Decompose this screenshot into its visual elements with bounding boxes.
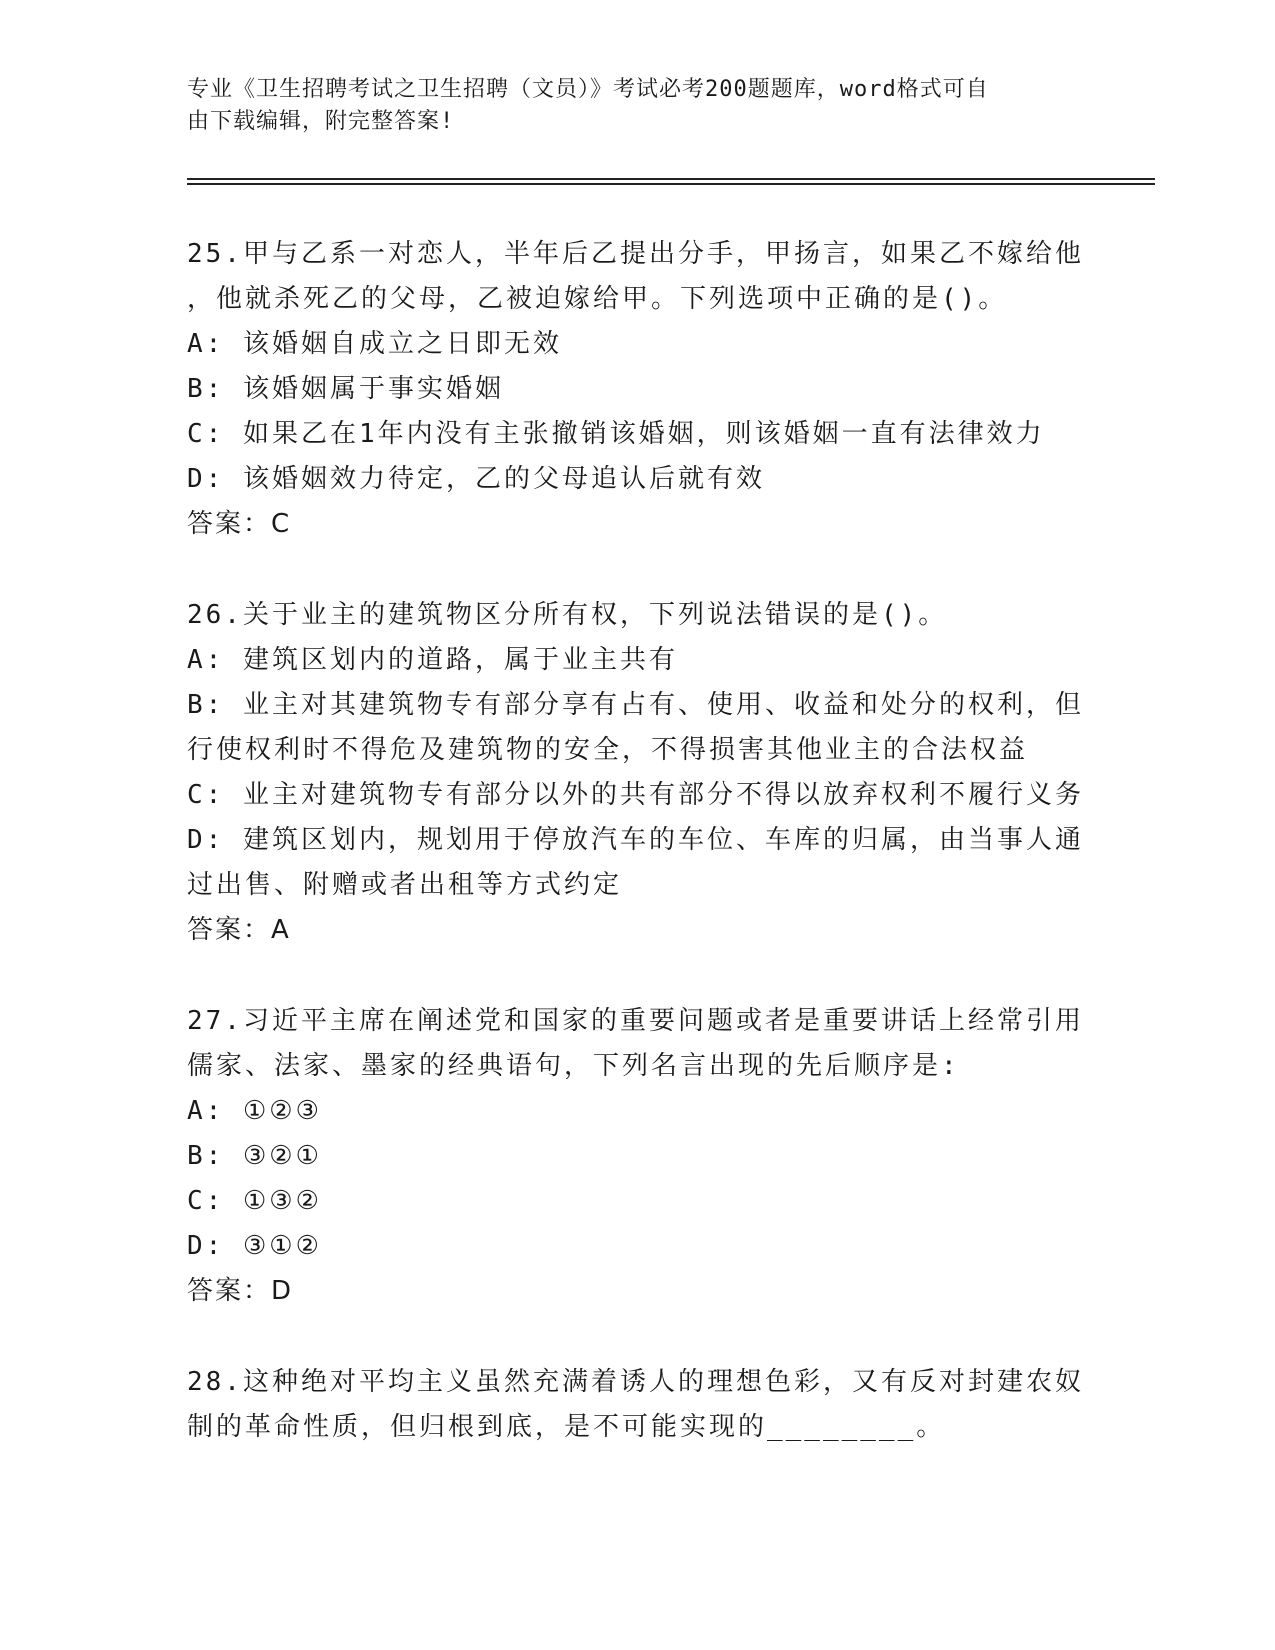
stem-line: ，他就杀死乙的父母，乙被迫嫁给甲。下列选项中正确的是()。 (187, 284, 1008, 314)
option-d (187, 818, 1087, 908)
option-d: D: ③①② (187, 1231, 322, 1261)
option-d: D: 该婚姻效力待定，乙的父母追认后就有效 (187, 464, 765, 494)
question-list (187, 232, 1087, 1496)
stem-line: 制的革命性质，但归根到底，是不可能实现的________。 (187, 1412, 946, 1442)
option-b (187, 683, 1087, 773)
option-line: 过出售、附赠或者出租等方式约定 (187, 870, 623, 900)
question-28 (187, 1360, 1087, 1450)
option-line: B: 业主对其建筑物专有部分享有占有、使用、收益和处分的权利，但 (187, 690, 1084, 720)
option-line: D: 建筑区划内，规划用于停放汽车的车位、车库的归属，由当事人通 (187, 825, 1084, 855)
option-c: C: ①③② (187, 1186, 322, 1216)
question-stem (187, 1360, 1087, 1450)
option-b: B: 该婚姻属于事实婚姻 (187, 374, 504, 404)
option-line: 行使权利时不得危及建筑物的安全，不得损害其他业主的合法权益 (187, 735, 1029, 765)
option-a: A: 该婚姻自成立之日即无效 (187, 329, 562, 359)
question-stem (187, 593, 1087, 638)
stem-line: 25.甲与乙系一对恋人，半年后乙提出分手，甲扬言，如果乙不嫁给他 (187, 239, 1084, 269)
question-stem (187, 232, 1087, 322)
stem-line: 27.习近平主席在阐述党和国家的重要问题或者是重要讲话上经常引用 (187, 1006, 1084, 1036)
option-a: A: ①②③ (187, 1096, 322, 1126)
header-line-1: 专业《卫生招聘考试之卫生招聘（文员）》考试必考200题题库，word格式可自 (187, 77, 989, 102)
question-27 (187, 999, 1087, 1314)
answer-label: 答案：C (187, 509, 292, 539)
header-line-2: 由下载编辑，附完整答案! (187, 109, 455, 134)
stem-line: 28.这种绝对平均主义虽然充满着诱人的理想色彩，又有反对封建农奴 (187, 1367, 1084, 1397)
header-divider-top (187, 178, 1155, 180)
header-divider-bottom (187, 183, 1155, 185)
option-a: A: 建筑区划内的道路，属于业主共有 (187, 645, 678, 675)
option-c: C: 业主对建筑物专有部分以外的共有部分不得以放弃权利不履行义务 (187, 780, 1084, 810)
question-26 (187, 593, 1087, 953)
answer-label: 答案：D (187, 1276, 294, 1306)
option-c: C: 如果乙在1年内没有主张撤销该婚姻，则该婚姻一直有法律效力 (187, 419, 1045, 449)
question-25 (187, 232, 1087, 547)
answer-label: 答案：A (187, 915, 291, 945)
question-stem (187, 999, 1087, 1089)
stem-line: 儒家、法家、墨家的经典语句，下列名言出现的先后顺序是: (187, 1051, 960, 1081)
option-b: B: ③②① (187, 1141, 322, 1171)
stem-line: 26.关于业主的建筑物区分所有权，下列说法错误的是()。 (187, 600, 948, 630)
document-header (187, 74, 1077, 138)
